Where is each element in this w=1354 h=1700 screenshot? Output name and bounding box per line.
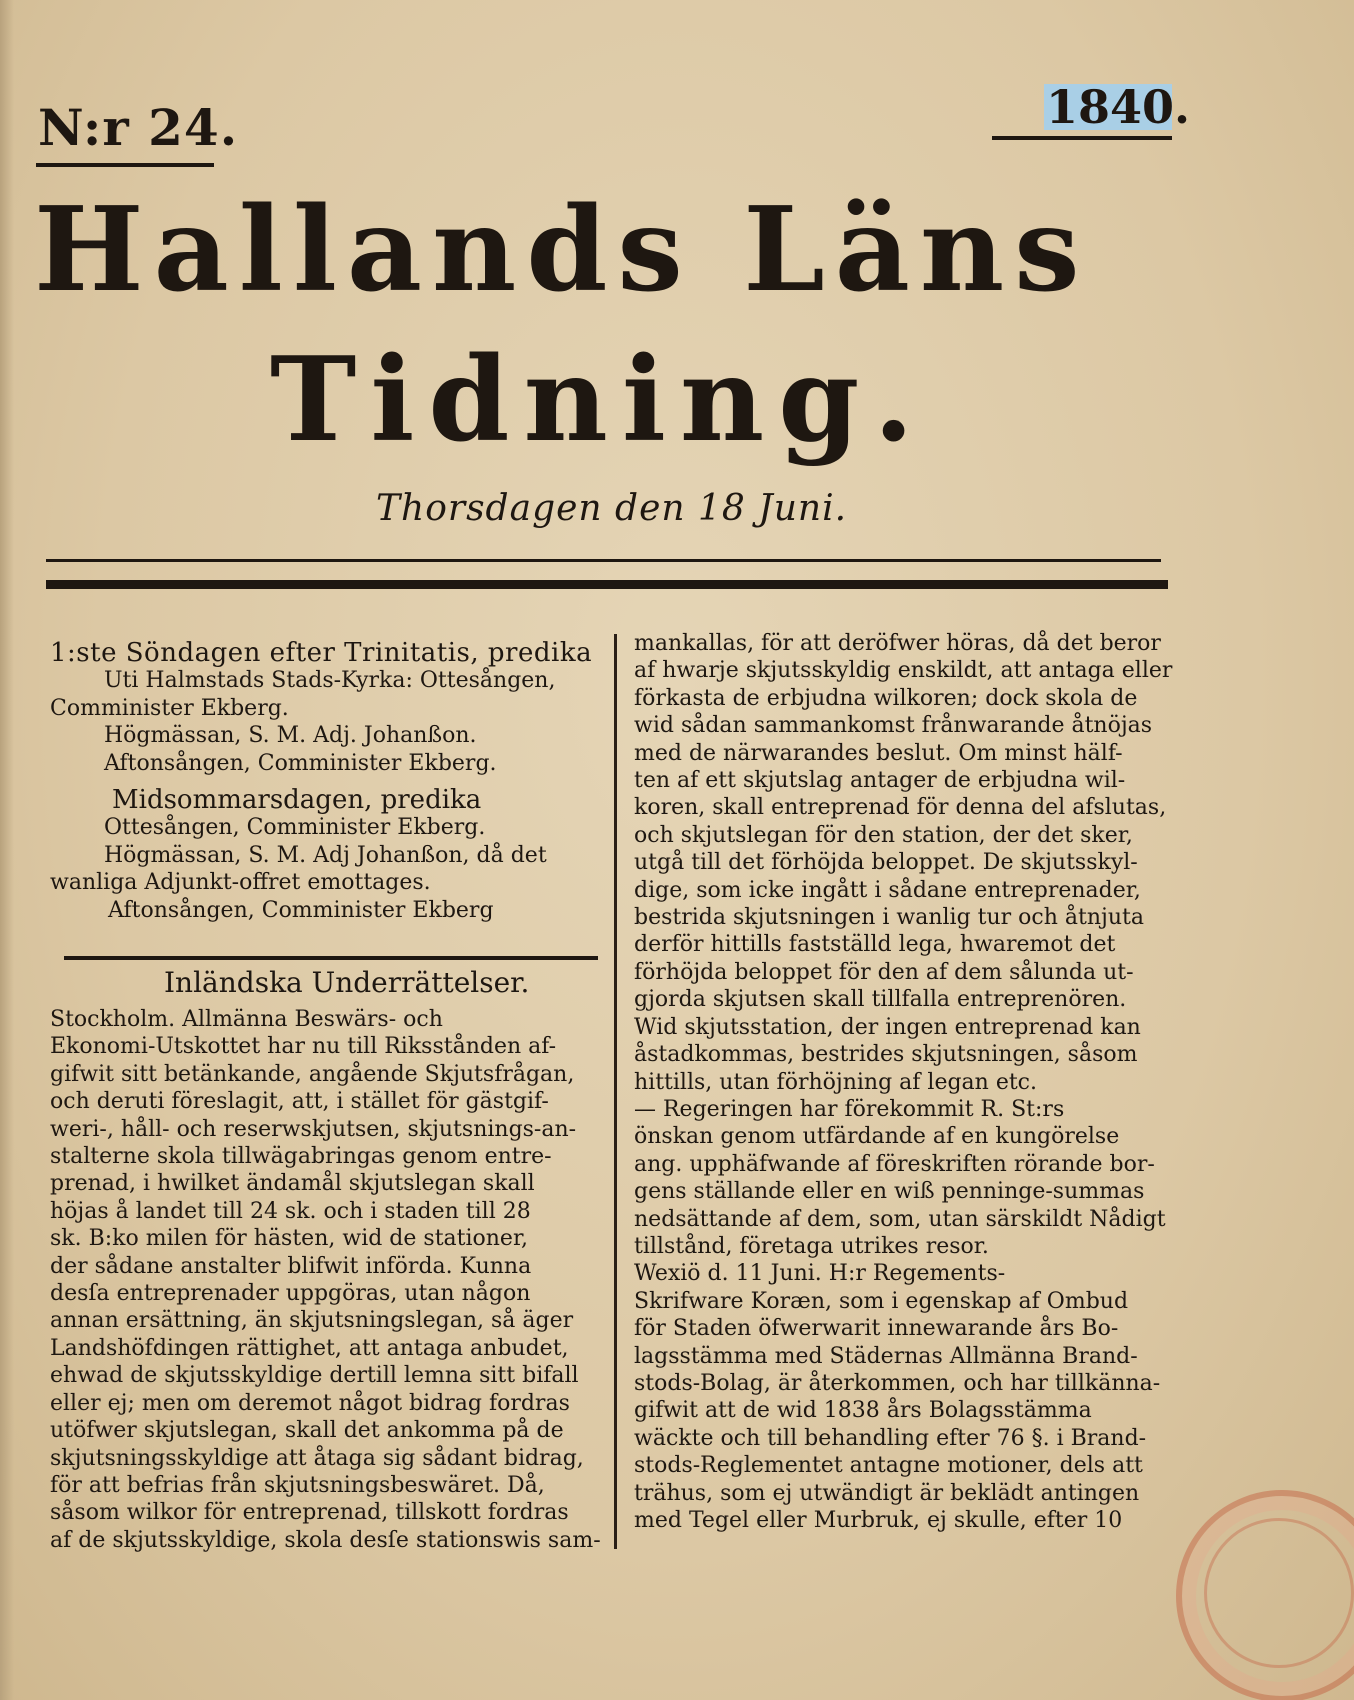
library-stamp-inner-ring: [1204, 1518, 1354, 1668]
text-line: Wexiö d. 11 Juni. H:r Regements-: [634, 1261, 1006, 1287]
masthead-rule-thick: [46, 580, 1168, 589]
text-line: ehwad de skjutsskyldige dertill lemna sitt bifall: [50, 1363, 579, 1389]
text-line: stalterne skola tillwägabringas genom entre-: [50, 1144, 552, 1170]
text-line: Midsommarsdagen, predika: [112, 785, 482, 816]
text-line: för att befrias från skjutsningsbeswäret. Då,: [50, 1472, 545, 1498]
text-line: Ekonomi-Utskottet har nu till Riksstånden af-: [50, 1034, 557, 1060]
text-line: trähus, som ej utwändigt är beklädt antingen: [634, 1480, 1140, 1506]
text-line: 1:ste Söndagen efter Trinitatis, predika: [50, 638, 593, 668]
text-line: gifwit sitt betänkande, angående Skjutsfrågan,: [50, 1061, 575, 1087]
masthead-title-line1: Hallands Läns: [34, 182, 1090, 318]
text-line: höjas å landet till 24 sk. och i staden till 28: [50, 1198, 531, 1224]
issue-year: 1840.: [1046, 80, 1191, 134]
text-line: förhöjda beloppet för den af dem sålunda ut-: [634, 959, 1134, 985]
text-line: — Regeringen har förekommit R. St:rs: [634, 1096, 1065, 1122]
text-line: gifwit att de wid 1838 års Bolagsstämma: [634, 1398, 1092, 1424]
text-line: åstadkommas, bestrides skjutsningen, såsom: [634, 1042, 1138, 1068]
text-line: Uti Halmstads Stads-Kyrka: Ottesången,: [104, 668, 556, 694]
masthead-rule-thin: [46, 559, 1161, 562]
text-line: der sådane anstalter blifwit införda. Kunna: [50, 1253, 532, 1279]
text-line: sk. B:ko milen för hästen, wid de stationer,: [50, 1226, 529, 1252]
text-line: gens ställande eller en wiß penninge-summas: [634, 1179, 1145, 1205]
text-line: ten af ett skjutslag antager de erbjudna wil-: [634, 768, 1126, 794]
text-line: förkasta de erbjudna wilkoren; dock skola de: [634, 685, 1138, 711]
right-column-body: [634, 630, 1194, 1534]
text-line: lagsstämma med Städernas Allmänna Brand-: [634, 1343, 1138, 1369]
text-line: önskan genom utfärdande af en kungörelse: [634, 1124, 1120, 1150]
text-line: och deruti föreslagit, att, i stället för gästgif-: [50, 1089, 549, 1115]
text-line: eller ej; men om deremot något bidrag fordras: [50, 1390, 570, 1416]
text-line: wid sådan sammankomst frånwarande åtnöjas: [634, 713, 1153, 739]
text-line: med Tegel eller Murbruk, ej skulle, efter 10: [634, 1508, 1123, 1533]
text-line: dige, som icke ingått i sådane entreprenader,: [634, 877, 1141, 903]
text-line: Högmässan, S. M. Adj Johanßon, då det: [104, 842, 547, 868]
text-line: gjorda skjutsen skall tillfalla entreprenören.: [634, 987, 1127, 1013]
text-line: weri-, håll- och reserwskjutsen, skjutsnings-an-: [50, 1116, 577, 1142]
text-line: Comminister Ekberg.: [50, 695, 289, 721]
library-stamp: [1176, 1490, 1354, 1700]
church-notices: [50, 640, 610, 924]
text-line: och skjutslegan för den station, der det sker,: [634, 822, 1133, 848]
text-line: af hwarje skjutsskyldig enskildt, att antaga eller: [634, 658, 1173, 684]
text-line: koren, skall entreprenad för denna del afslutas,: [634, 795, 1167, 821]
text-line: mankallas, för att deröfwer höras, då det beror: [634, 631, 1161, 656]
dateline: Thorsdagen den 18 Juni.: [376, 488, 848, 529]
text-line: af de skjutsskyldige, skola desſe stationswis sam-: [50, 1527, 601, 1553]
text-line: annan ersättning, än skjutsningslegan, så äger: [50, 1308, 574, 1334]
text-line: såsom wilkor för entreprenad, tillskott fordras: [50, 1500, 569, 1526]
year-underline: [992, 136, 1172, 140]
text-line: Stockholm. Allmänna Beswärs- och: [50, 1007, 443, 1032]
text-line: för Staden öfwerwarit innewarande års Bo-: [634, 1316, 1119, 1342]
text-line: Wid skjutsstation, der ingen entreprenad kan: [634, 1014, 1141, 1040]
text-line: hittills, utan förhöjning af legan etc.: [634, 1069, 1037, 1095]
left-column-body: [50, 1006, 610, 1554]
issue-number: N:r 24.: [38, 98, 239, 157]
masthead-title-line2: Tidning.: [270, 332, 928, 468]
section-rule: [64, 956, 598, 960]
text-line: prenad, i hwilket ändamål skjutslegan skall: [50, 1171, 535, 1197]
text-line: derför hittills fastställd lega, hwaremot det: [634, 932, 1116, 958]
text-line: ang. upphäfwande af föreskriften rörande bor-: [634, 1151, 1155, 1177]
text-line: wäckte och till behandling efter 76 §. i Brand-: [634, 1425, 1147, 1451]
text-line: Ottesången, Comminister Ekberg.: [104, 815, 486, 841]
text-line: stods-Bolag, är återkommen, och har tillkänna-: [634, 1370, 1161, 1396]
column-divider: [614, 634, 617, 1549]
section-heading: Inländska Underrättelser.: [164, 966, 530, 999]
text-line: skjutsningsskyldige att åtaga sig sådant bidrag,: [50, 1445, 584, 1471]
text-line: desſa entreprenader uppgöras, utan någon: [50, 1281, 531, 1307]
text-line: wanliga Adjunkt-offret emottages.: [50, 870, 431, 896]
text-line: Högmässan, S. M. Adj. Johanßon.: [104, 723, 477, 749]
text-line: tillstånd, företaga utrikes resor.: [634, 1233, 989, 1259]
issue-number-underline: [36, 163, 214, 167]
text-line: nedsättande af dem, som, utan särskildt Nådigt: [634, 1206, 1166, 1232]
text-line: bestrida skjutsningen i wanlig tur och åtnjuta: [634, 905, 1144, 931]
text-line: Skrifware Koræn, som i egenskap af Ombud: [634, 1288, 1129, 1314]
text-line: utgå till det förhöjda beloppet. De skjutsskyl-: [634, 850, 1138, 876]
text-line: Landshöfdingen rättighet, att antaga anbudet,: [50, 1335, 569, 1361]
text-line: stods-Reglementet antagne motioner, dels att: [634, 1453, 1143, 1479]
text-line: utöfwer skjutslegan, skall det ankomma på de: [50, 1418, 564, 1444]
text-line: med de närwarandes beslut. Om minst hälf-: [634, 740, 1123, 766]
text-line: Aftonsången, Comminister Ekberg.: [104, 750, 497, 776]
text-line: Aftonsången, Comminister Ekberg: [108, 897, 494, 923]
